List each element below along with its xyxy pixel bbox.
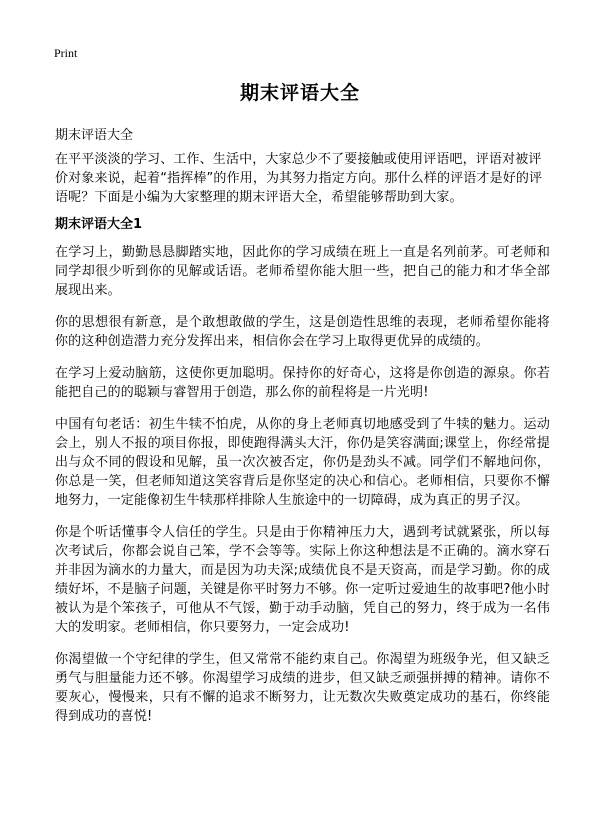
comment-paragraph: 在学习上，勤勤恳恳脚踏实地，因此你的学习成绩在班上一直是名列前茅。可老师和同学却很少听到你的见解或话语。老师希望你能大胆一些，把自己的能力和才华全部展现出来。	[55, 245, 550, 298]
comment-paragraph: 你渴望做一个守纪律的学生，但又常常不能约束自己。你渴望为班级争光，但又缺乏勇气与胆量能力还不够。你渴望学习成绩的进步，但又缺乏顽强拼搏的精神。请你不要灰心，慢慢来，只有不懈的追求不断努力，让无数次失败奠定成功的基石，你终能得到成功的喜悦!	[55, 652, 550, 724]
section-heading: 期末评语大全1	[55, 217, 143, 232]
intro-paragraph: 在平平淡淡的学习、工作、生活中，大家总少不了要接触或使用评语吧，评语对被评价对象来说，起着“指挥棒”的作用，为其努力指定方向。那什么样的评语才是好的评语呢？下面是小编为大家整理的期末评语大全，希望能够帮助到大家。	[55, 152, 543, 205]
document-subtitle: 期末评语大全	[55, 128, 134, 143]
print-link[interactable]: Print	[54, 46, 78, 60]
comment-paragraph: 你是个听话懂事令人信任的学生。只是由于你精神压力大，遇到考试就紧张，所以每次考试后，你都会说自己笨，学不会等等。实际上你这种想法是不正确的。滴水穿石并非因为滴水的力量大，而是因为功夫深;成绩优良不是天资高，而是学习勤。你的成绩好坏，不是脑子问题，关键是你平时努力不够。你一定听过爱迪生的故事吧?他小时被认为是个笨孩子，可他从不气馁，勤于动手动脑，凭自己的努力，终于成为一名伟大的发明家。老师相信，你只要努力，一定会成功!	[55, 525, 550, 635]
comment-paragraph: 中国有句老话：初生牛犊不怕虎，从你的身上老师真切地感受到了牛犊的魅力。运动会上，别人不报的项目你报，即使跑得满头大汗，你仍是笑容满面;课堂上，你经常提出与众不同的假设和见解，虽一次次被否定，你仍是劲头不减。同学们不解地问你，你总是一笑，但老师知道这笑容背后是你坚定的决心和信心。老师相信，只要你不懈地努力，一定能像初生牛犊那样排除人生旅途中的一切障碍，成为真正的男子汉。	[55, 417, 550, 508]
comment-paragraph: 在学习上爱动脑筋，这使你更加聪明。保持你的好奇心，这将是你创造的源泉。你若能把自己的的聪颖与睿智用于创造，那么你的前程将是一片光明!	[55, 366, 550, 400]
page-title: 期末评语大全	[239, 82, 360, 104]
comment-list	[55, 243, 550, 739]
comment-paragraph: 你的思想很有新意，是个敢想敢做的学生，这是创造性思维的表现，老师希望你能将你的这种创造潜力充分发挥出来，相信你会在学习上取得更优异的成绩的。	[55, 315, 550, 349]
